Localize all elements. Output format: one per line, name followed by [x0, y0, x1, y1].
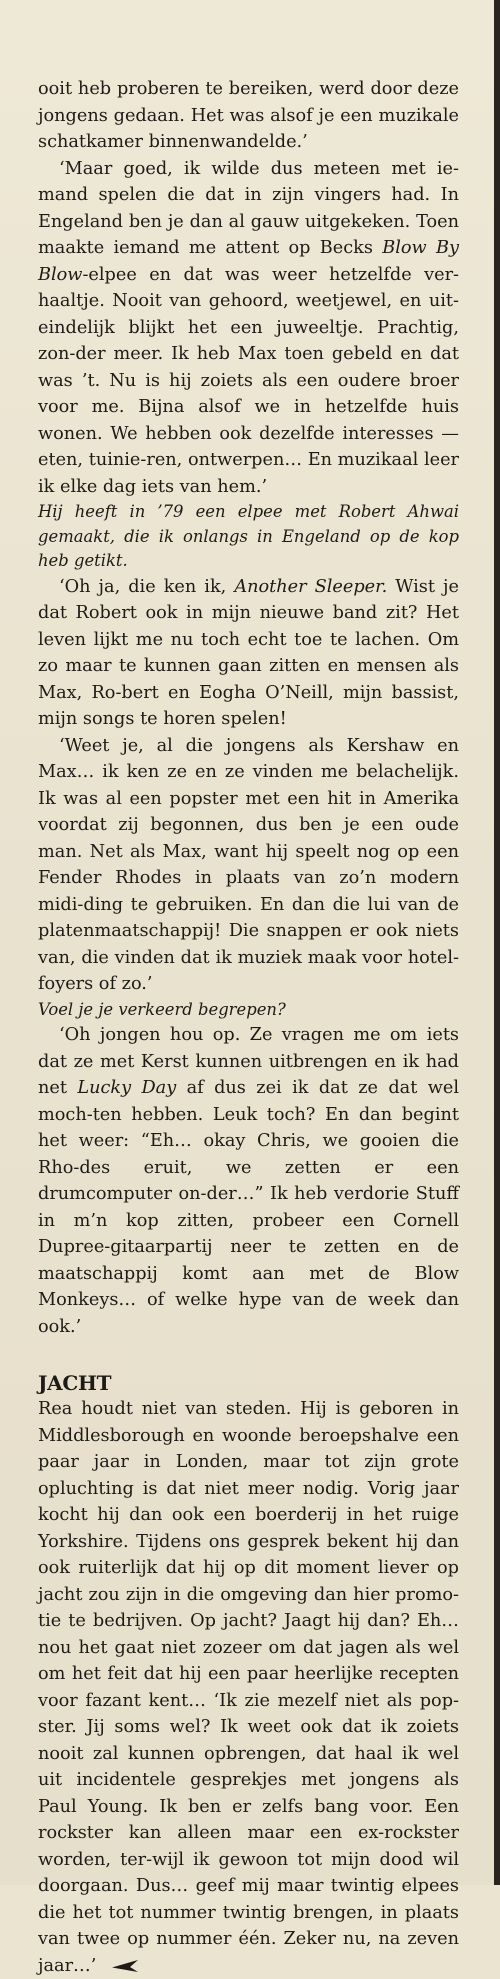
paragraph: ooit heb proberen te bereiken, werd door deze jongens gedaan. Het was alsof je een muzikale schatkamer binnenwandelde.’ — [38, 79, 459, 152]
album-title: Blow By Blow — [38, 238, 459, 285]
text-run: ‘Oh ja, die ken ik, — [59, 576, 235, 597]
paragraph — [38, 574, 459, 733]
interviewer-question: Voel je je verkeerd begrepen? — [38, 999, 286, 1019]
article-column — [38, 76, 459, 1979]
album-title: Another Sleeper. — [234, 576, 388, 597]
end-of-article-arrow-icon — [108, 1960, 138, 1972]
interviewer-question: Hij heeft in ’79 een elpee met Robert Ahwai gemaakt, die ik onlangs in Engeland op de kop heb getikt. — [38, 502, 459, 570]
paragraph — [38, 156, 459, 501]
section-heading: JACHT — [38, 1371, 112, 1395]
paragraph — [38, 1022, 459, 1340]
paragraph — [38, 1396, 459, 1979]
page-edge-rule — [494, 0, 500, 1885]
text-run: -elpee en dat was weer hetzelfde ver-haaltje. Nooit van gehoord, weetjewel, en uit-eindelijk blijkt het een juweeltje. Prachtig, zon-der meer. Ik heb Max toen gebeld en dat was ’t. Nu is hij zoiets als een oudere broer voor me. Bijna alsof we in hetzelfde huis wonen. We hebben ook dezelfde interesses — eten, tuinie-ren, ontwerpen… En muzikaal leer ik elke dag iets van hem.’ — [38, 264, 459, 497]
section-gap — [38, 1340, 459, 1370]
text-run: ‘Oh jongen hou op. Ze vragen me om iets dat ze met Kerst kunnen uitbrengen en ik had net — [38, 1025, 459, 1098]
text-run: ‘Maar goed, ik wilde dus meteen met ie-mand spelen die dat in zijn vingers had. In Engeland ben je dan al gauw uitgekeken. Toen maakte iemand me attent op Becks — [38, 158, 459, 258]
song-title: Lucky Day — [77, 1078, 177, 1098]
paragraph: ‘Weet je, al die jongens als Kershaw en Max… ik ken ze en ze vinden me belachelijk. Ik was al een popster met een hit in Amerika voordat zij begonnen, dus ben je een oude man. Net als Max, want hij speelt nog op een Fender Rhodes in plaats van zo’n modern midi-ding te gebruiken. En dan die lui van de platenmaatschappij! Die snappen er ook niets van, die vinden dat ik muziek maak voor hotel-foyers of zo.’ — [38, 735, 459, 994]
text-run: Wist je dat Robert ook in mijn nieuwe band zit? Het leven lijkt me nu toch echt toe te lachen. Om zo maar te kunnen gaan zitten en mensen als Max, Ro-bert en Eogha O’Neill, mijn bassist, mijn songs te horen spelen! — [38, 576, 459, 729]
text-run: af dus zei ik dat ze dat wel moch-ten hebben. Leuk toch? En dan begint het weer: “Eh… okay Chris, we gooien die Rho-des eruit, we zetten er een drumcomputer on-der…” Ik heb verdorie Stuff in m’n kop zitten, probeer een Cornell Dupree-gitaarpartij neer te zetten en de maatschappij komt aan met de Blow Monkeys… of welke hype van de week dan ook.’ — [38, 1078, 459, 1337]
text-run: Rea houdt niet van steden. Hij is geboren in Middlesborough en woonde beroepshalve een paar jaar in Londen, maar tot zijn grote opluchting is dat niet meer nodig. Vorig jaar kocht hij dan ook een boerderij in het ruige Yorkshire. Tijdens ons gesprek bekent hij dan ook ruiterlijk dat hij op dit moment liever op jacht zou zijn in die omgeving dan hier promo-tie te bedrijven. Op jacht? Jaagt hij dan? Eh… nou het gaat niet zozeer om dat jagen als wel om het feit dat hij een paar heerlijke recepten voor fazant kent… ‘Ik zie mezelf niet als pop-ster. Jij soms wel? Ik weet ook dat ik zoiets nooit zal kunnen opbrengen, dat haal ik wel uit incidentele gesprekjes met jongens als Paul Young. Ik ben er zelfs bang voor. Een rockster kan alleen maar een ex-rockster worden, ter-wijl ik gewoon tot mijn dood wil doorgaan. Dus… geef mij maar twintig elpees die het tot nummer twintig brengen, in plaats van twee op nummer één. Zeker nu, na zeven jaar…’ — [38, 1399, 459, 1976]
